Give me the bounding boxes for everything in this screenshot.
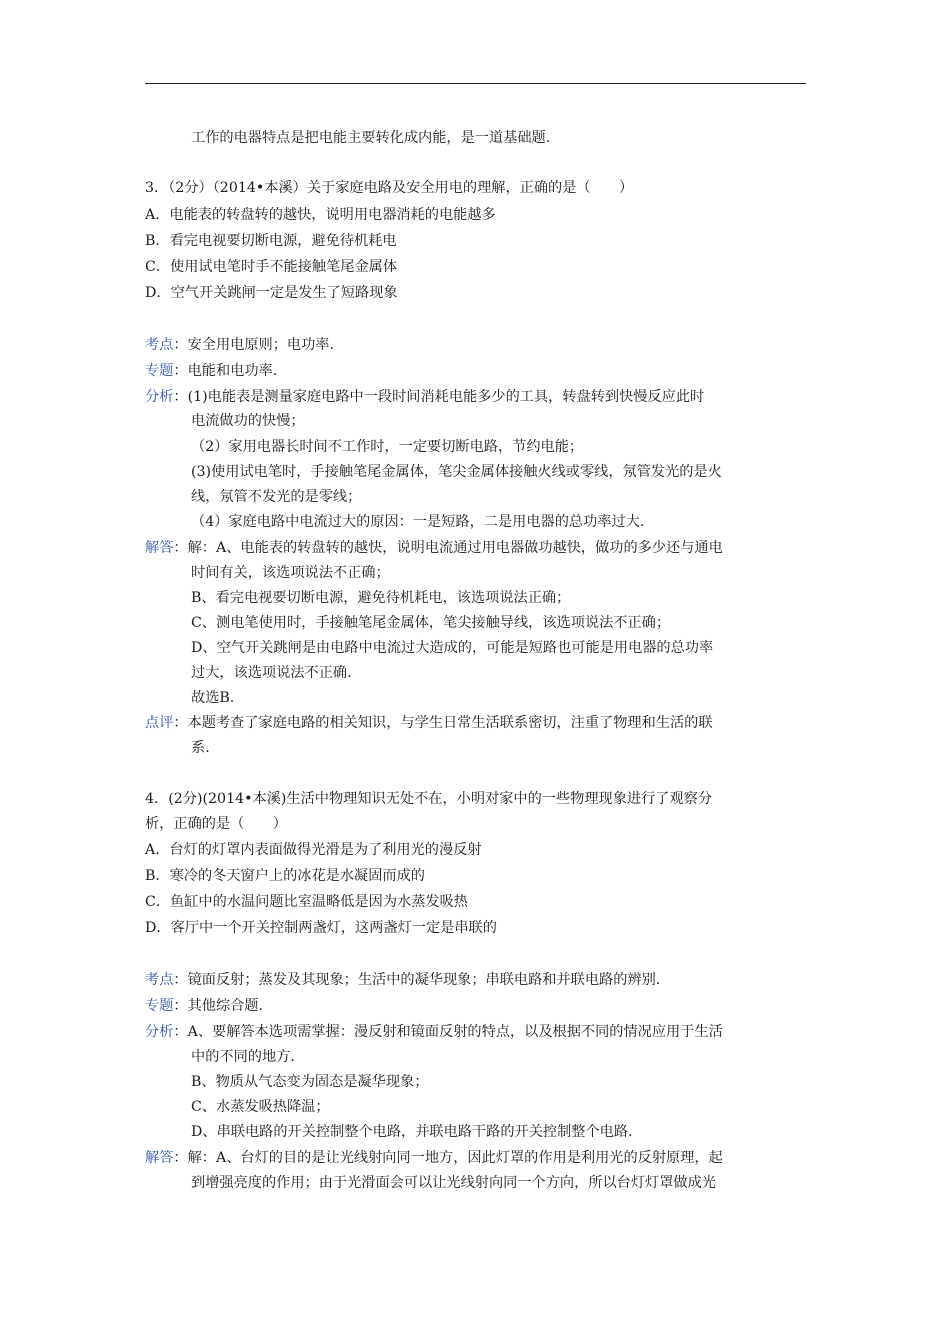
jieda-line: 时间有关，该选项说法不正确； <box>191 565 390 581</box>
dianping-label: 点评 <box>145 715 174 731</box>
q4-option-c: C．鱼缸中的水温问题比室温略低是因为水蒸发吸热 <box>145 894 468 910</box>
kaodian-label: 考点 <box>145 972 174 988</box>
dianping-line: ：本题考查了家庭电路的相关知识，与学生日常生活联系密切，注重了物理和生活的联 <box>173 715 713 731</box>
q4-option-b: B．寒冷的冬天窗户上的冰花是水凝固而成的 <box>145 868 425 884</box>
zhuanti-label: 专题 <box>145 998 174 1014</box>
q4-option-d: D．客厅中一个开关控制两盏灯，这两盏灯一定是串联的 <box>145 920 497 936</box>
fenxi-line: 电流做功的快慢； <box>191 413 305 429</box>
dianping-line: 系. <box>191 740 210 756</box>
jieda-line: 故选B. <box>191 690 235 706</box>
carryover-text: 工作的电器特点是把电能主要转化成内能，是一道基础题. <box>191 130 551 146</box>
q4-option-a: A．台灯的灯罩内表面做得光滑是为了利用光的漫反射 <box>145 842 482 858</box>
kaodian-label: 考点 <box>145 337 174 353</box>
q3-option-d: D．空气开关跳闸一定是发生了短路现象 <box>145 285 398 301</box>
q3-option-c: C．使用试电笔时手不能接触笔尾金属体 <box>145 259 398 275</box>
fenxi-line: （2）家用电器长时间不工作时，一定要切断电路，节约电能； <box>191 439 584 455</box>
q3-dianping <box>145 713 713 733</box>
fenxi-line: （4）家庭电路中电流过大的原因：一是短路，二是用电器的总功率过大. <box>191 514 645 530</box>
fenxi-line: (3)使用试电笔时，手接触笔尾金属体，笔尖金属体接触火线或零线，氖管发光的是火 <box>191 464 722 480</box>
jieda-label: 解答 <box>145 1150 174 1166</box>
jieda-line: 到增强亮度的作用；由于光滑面会可以让光线射向同一个方向，所以台灯灯罩做成光 <box>191 1175 716 1191</box>
fenxi-line: 线，氖管不发光的是零线； <box>191 489 362 505</box>
q4-jieda <box>145 1148 723 1168</box>
fenxi-line: C、水蒸发吸热降温； <box>191 1099 330 1115</box>
q4-zhuanti <box>145 996 263 1016</box>
jieda-line: B、看完电视要切断电源，避免待机耗电，该选项说法正确； <box>191 590 571 606</box>
jieda-line: C、测电笔使用时，手接触笔尾金属体，笔尖接触导线，该选项说法不正确； <box>191 615 671 631</box>
header-rule <box>145 83 806 84</box>
q4-stem-cont: 析，正确的是（ ） <box>145 816 287 832</box>
q4-fenxi <box>145 1022 723 1042</box>
q3-fenxi <box>145 387 704 407</box>
q4-stem: 4．(2分)(2014•本溪)生活中物理知识无处不在，小明对家中的一些物理现象进行了观察分 <box>145 791 713 807</box>
zhuanti-label: 专题 <box>145 363 174 379</box>
jieda-line: ：解：A、电能表的转盘转的越快，说明电流通过用电器做功越快，做功的多少还与通电 <box>173 540 723 556</box>
kaodian-text: ：安全用电原则；电功率. <box>173 337 334 353</box>
q3-zhuanti <box>145 361 277 381</box>
q4-kaodian <box>145 970 660 990</box>
kaodian-text: ：镜面反射；蒸发及其现象；生活中的凝华现象；串联电路和并联电路的辨别. <box>173 972 661 988</box>
fenxi-label: 分析 <box>145 1024 174 1040</box>
q3-option-a: A．电能表的转盘转的越快，说明用电器消耗的电能越多 <box>145 207 496 223</box>
jieda-line: 过大，该选项说法不正确. <box>191 665 352 681</box>
q3-kaodian <box>145 335 334 355</box>
fenxi-label: 分析 <box>145 389 174 405</box>
q3-jieda <box>145 538 723 558</box>
zhuanti-text: ：电能和电功率. <box>173 363 278 379</box>
fenxi-line: ：(1)电能表是测量家庭电路中一段时间消耗电能多少的工具，转盘转到快慢反应此时 <box>173 389 705 405</box>
fenxi-line: B、物质从气态变为固态是凝华现象； <box>191 1074 429 1090</box>
q3-stem: 3．（2分）（2014•本溪）关于家庭电路及安全用电的理解，正确的是（ ） <box>145 180 634 196</box>
zhuanti-text: ：其他综合题. <box>173 998 264 1014</box>
jieda-line: ：解：A、台灯的目的是让光线射向同一地方，因此灯罩的作用是利用光的反射原理，起 <box>173 1150 723 1166</box>
jieda-line: D、空气开关跳闸是由电路中电流过大造成的，可能是短路也可能是用电器的总功率 <box>191 640 714 656</box>
jieda-label: 解答 <box>145 540 174 556</box>
fenxi-line: D、串联电路的开关控制整个电路，并联电路干路的开关控制整个电路. <box>191 1124 633 1140</box>
q3-option-b: B．看完电视要切断电源，避免待机耗电 <box>145 233 397 249</box>
fenxi-line: 中的不同的地方. <box>191 1049 295 1065</box>
fenxi-line: ：A、要解答本选项需掌握：漫反射和镜面反射的特点，以及根据不同的情况应用于生活 <box>173 1024 723 1040</box>
